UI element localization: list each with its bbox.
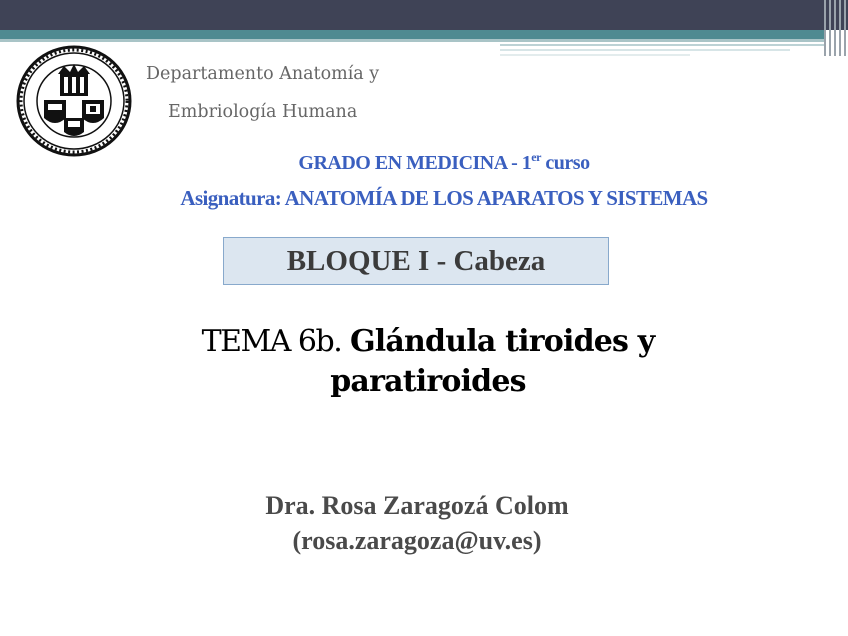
header-bar [0,0,848,30]
university-seal-logo [14,44,134,159]
degree-text-end: curso [540,152,590,174]
block-label-box [223,237,609,285]
block-label: BLOQUE I - Cabeza [286,244,546,277]
degree-text: GRADO EN MEDICINA - 1 [298,152,532,174]
author-name: Dra. Rosa Zaragozá Colom [265,491,569,520]
subject-heading: Asignatura: ANATOMÍA DE LOS APARATOS Y SISTEMAS [180,186,708,210]
topic-title-line2: paratiroides [330,364,526,399]
header-deco-line [500,49,790,51]
header-light-band [0,39,825,42]
degree-superscript: er [531,150,541,164]
header-teal-band [0,30,825,39]
header-deco-line [500,44,825,46]
topic-title [0,322,848,402]
degree-heading [0,150,848,175]
topic-prefix: TEMA 6b. [201,324,342,359]
header-deco-line [500,54,690,56]
department-name-line1: Departamento Anatomía y [146,64,380,84]
author-email: (rosa.zaragoza@uv.es) [292,526,542,555]
topic-title-line1: Glándula tiroides y [349,324,655,359]
department-name-line2: Embriología Humana [168,102,358,122]
header-right-stripes [822,0,848,56]
